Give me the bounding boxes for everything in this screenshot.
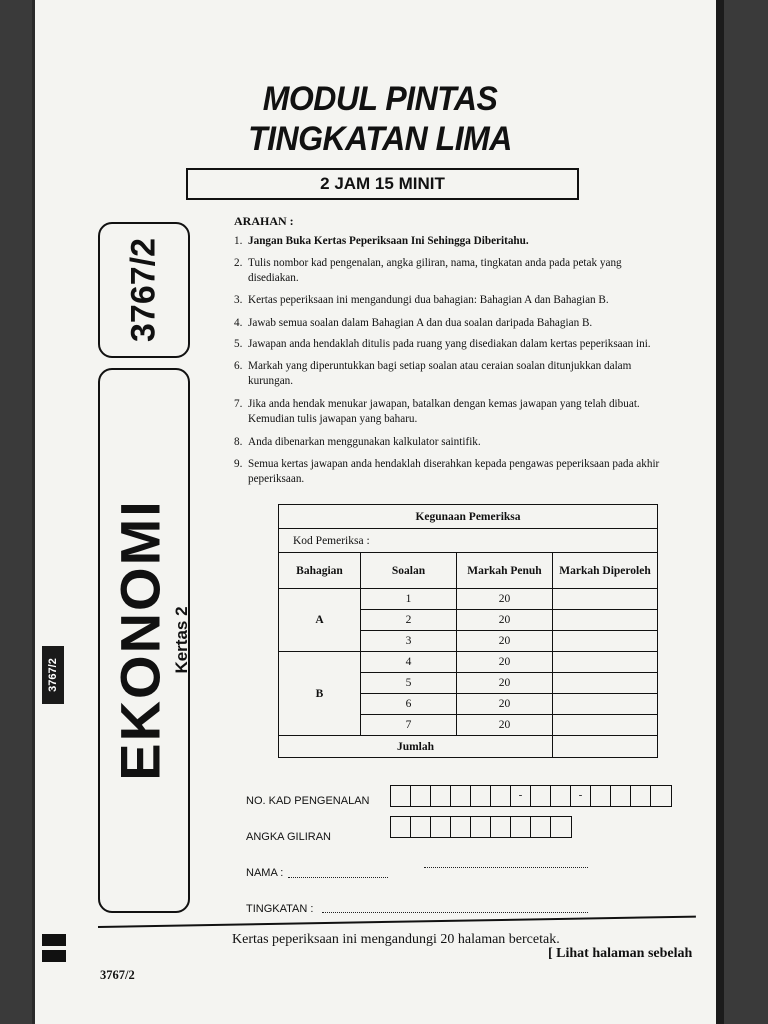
ic-number-label: NO. KAD PENGENALAN	[246, 795, 370, 807]
paper-code-box	[98, 222, 190, 358]
question-number: 2	[361, 610, 457, 631]
index-number-label: ANGKA GILIRAN	[246, 831, 331, 843]
full-marks: 20	[457, 715, 553, 736]
full-marks: 20	[457, 673, 553, 694]
paper-left-edge	[32, 0, 35, 1024]
full-marks: 20	[457, 631, 553, 652]
question-number: 4	[361, 652, 457, 673]
next-page-note: [ Lihat halaman sebelah	[548, 946, 693, 961]
form-label: TINGKATAN :	[246, 903, 314, 915]
paper-code: 3767/2	[124, 238, 163, 342]
question-number: 7	[361, 715, 457, 736]
footer-paper-code: 3767/2	[100, 968, 135, 982]
full-marks: 20	[457, 589, 553, 610]
section-b-label: B	[279, 652, 361, 736]
ic-number-boxes[interactable]: - -	[390, 785, 672, 807]
instruction-item: 1. Jangan Buka Kertas Peperiksaan Ini Sehingga Diberitahu.	[234, 235, 529, 247]
instruction-item: 5. Jawapan anda hendaklah ditulis pada ruang yang disediakan dalam kertas peperiksaan ini.	[234, 338, 651, 350]
examiner-marks-table	[278, 504, 658, 758]
marks-obtained-cell	[553, 589, 658, 610]
marks-obtained-cell	[553, 715, 658, 736]
question-number: 5	[361, 673, 457, 694]
marks-obtained-cell	[553, 652, 658, 673]
name-line[interactable]	[288, 877, 388, 878]
table-title: Kegunaan Pemeriksa	[279, 505, 658, 529]
header-full-marks: Markah Penuh	[457, 553, 553, 589]
full-marks: 20	[457, 694, 553, 715]
paper-right-edge	[716, 0, 724, 1024]
name-line-2[interactable]	[424, 867, 588, 868]
total-label: Jumlah	[279, 736, 553, 758]
instructions-heading: ARAHAN :	[234, 214, 294, 228]
registration-mark	[42, 934, 66, 962]
index-number-boxes[interactable]	[390, 816, 572, 838]
name-label: NAMA :	[246, 867, 284, 879]
full-marks: 20	[457, 610, 553, 631]
instruction-item: 3. Kertas peperiksaan ini mengandungi dua bahagian: Bahagian A dan Bahagian B.	[234, 294, 609, 306]
exam-duration: 2 JAM 15 MINIT	[186, 168, 579, 200]
question-number: 6	[361, 694, 457, 715]
marks-obtained-cell	[553, 694, 658, 715]
instruction-item: 9. Semua kertas jawapan anda hendaklah diserahkan kepada pengawas peperiksaan pada akhir peperiksaan.	[234, 458, 660, 485]
question-number: 3	[361, 631, 457, 652]
examiner-code-label: Kod Pemeriksa :	[279, 529, 658, 553]
total-marks-cell	[553, 736, 658, 758]
form-title: TINGKATAN LIMA	[248, 118, 512, 158]
instruction-item: 4. Jawab semua soalan dalam Bahagian A dan dua soalan daripada Bahagian B.	[234, 317, 593, 329]
instruction-item: 8. Anda dibenarkan menggunakan kalkulator saintifik.	[234, 436, 481, 448]
header-marks-obtained: Markah Diperoleh	[553, 553, 658, 589]
full-marks: 20	[457, 652, 553, 673]
question-number: 1	[361, 589, 457, 610]
marks-obtained-cell	[553, 673, 658, 694]
header-question: Soalan	[361, 553, 457, 589]
module-title: MODUL PINTAS	[262, 78, 498, 118]
instruction-item: 2. Tulis nombor kad pengenalan, angka giliran, nama, tingkatan anda pada petak yang disediakan.	[234, 257, 622, 284]
paper-number: Kertas 2	[172, 606, 191, 674]
instruction-item: 7. Jika anda hendak menukar jawapan, batalkan dengan kemas jawapan yang telah dibuat. Kemudian tulis jawapan yang baharu.	[234, 398, 640, 425]
subject-name: EKONOMI	[108, 499, 172, 781]
section-a-label: A	[279, 589, 361, 652]
header-section: Bahagian	[279, 553, 361, 589]
side-code-tab: 3767/2	[42, 646, 64, 704]
page-count-note: Kertas peperiksaan ini mengandungi 20 halaman bercetak.	[232, 932, 560, 947]
marks-obtained-cell	[553, 610, 658, 631]
marks-obtained-cell	[553, 631, 658, 652]
form-line[interactable]	[322, 912, 588, 913]
instruction-item: 6. Markah yang diperuntukkan bagi setiap soalan atau ceraian soalan ditunjukkan dalam kurungan.	[234, 360, 632, 387]
